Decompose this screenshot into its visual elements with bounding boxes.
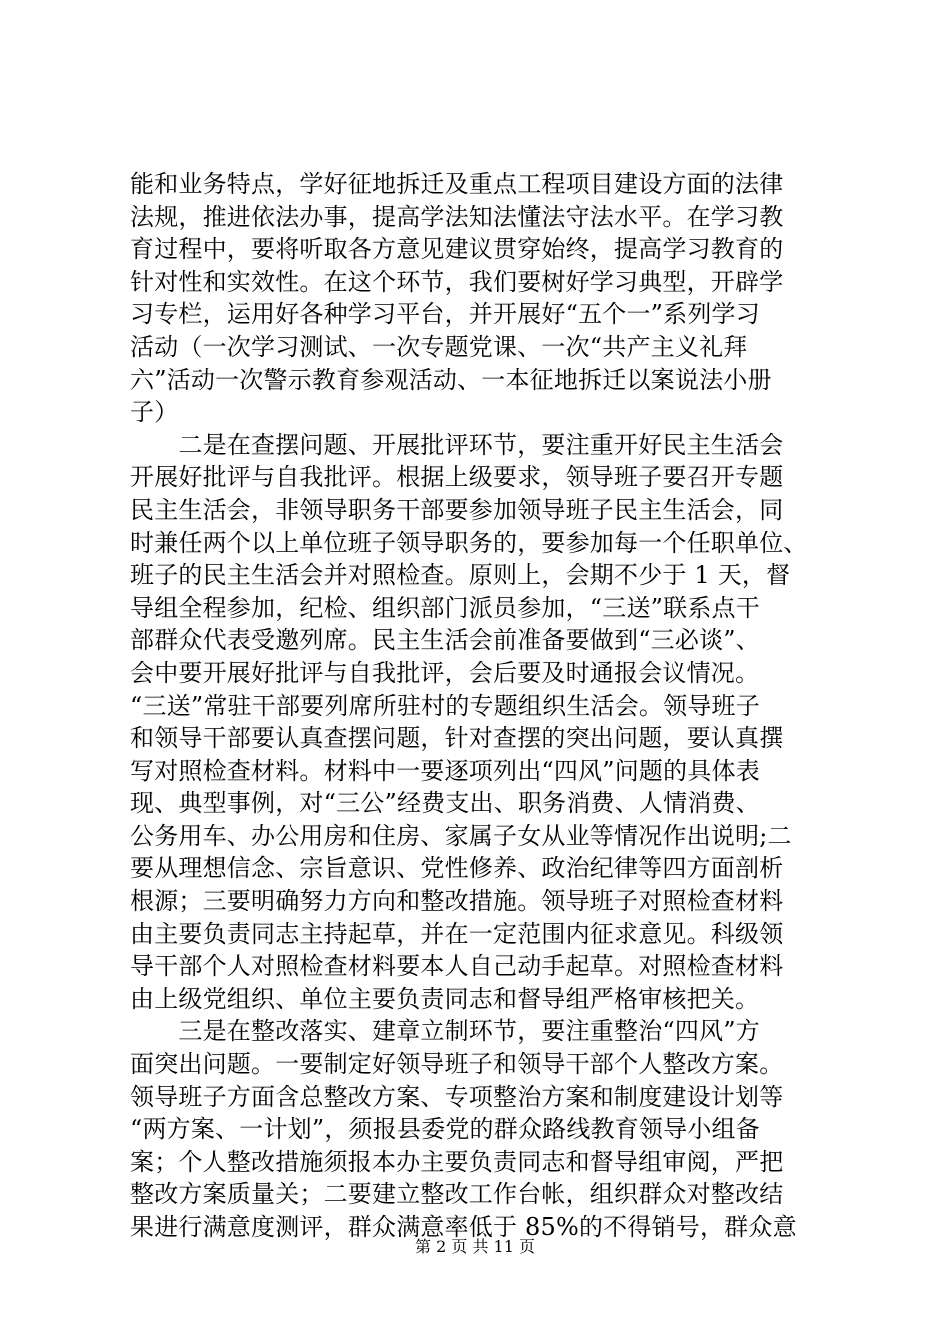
text-line: 法规，推进依法办事，提高学法知法懂法守法水平。在学习教 [130,202,784,231]
text-line: 根源；三要明确努力方向和整改措施。领导班子对照检查材料 [130,887,784,916]
text-line: 由上级党组织、单位主要负责同志和督导组严格审核把关。 [130,984,760,1013]
text-line: 能和业务特点，学好征地拆迁及重点工程项目建设方面的法律 [130,170,784,198]
page-footer: 第 2 页 共 11 页 [415,1237,535,1256]
paragraph-criticism [130,429,830,1016]
text-line: 和领导干部要认真查摆问题，针对查摆的突出问题，要认真撰 [130,724,784,753]
text-line: 活动（一次学习测试、一次专题党课、一次“共产主义礼拜 [130,332,748,361]
text-line: “两方案、一计划”，须报县委党的群众路线教育领导小组备 [130,1115,760,1144]
text-line: 六”活动一次警示教育参观活动、一本征地拆迁以案说法小册 [130,365,772,394]
text-line: 导组全程参加，纪检、组织部门派员参加，“三送”联系点干 [130,593,760,622]
text-line: 果进行满意度测评，群众满意率低于 85%的不得销号，群众意 [130,1213,797,1241]
text-line: 导干部个人对照检查材料要本人自己动手起草。对照检查材料 [130,952,784,981]
text-line: 时兼任两个以上单位班子领导职务的，要参加每一个任职单位、 [130,528,808,557]
paragraph-rectification [130,1015,830,1243]
text-line: 整改方案质量关；二要建立整改工作台帐，组织群众对整改结 [130,1180,784,1209]
text-line: “三送”常驻干部要列席所驻村的专题组织生活会。领导班子 [130,691,760,720]
text-line: 现、典型事例，对“三公”经费支出、职务消费、人情消费、 [130,789,760,818]
text-line: 子） [130,398,179,427]
text-line: 部群众代表受邀列席。民主生活会前准备要做到“三必谈”、 [130,626,760,655]
body-text [130,168,830,1244]
text-line: 领导班子方面含总整改方案、专项整治方案和制度建设计划等 [130,1082,784,1111]
paragraph-study-education [130,168,830,429]
text-line: 开展好批评与自我批评。根据上级要求，领导班子要召开专题 [130,463,784,492]
text-line: 由主要负责同志主持起草，并在一定范围内征求意见。科级领 [130,919,784,948]
text-line: 公务用车、办公用房和住房、家属子女从业等情况作出说明;二 [130,821,792,850]
text-line: 案；个人整改措施须报本办主要负责同志和督导组审阅，严把 [130,1147,784,1176]
text-line: 面突出问题。一要制定好领导班子和领导干部个人整改方案。 [130,1050,784,1079]
text-line: 习专栏，运用好各种学习平台，并开展好“五个一”系列学习 [130,300,760,329]
text-line: 要从理想信念、宗旨意识、党性修养、政治纪律等四方面剖析 [130,854,784,883]
text-line: 育过程中，要将听取各方意见建议贯穿始终，提高学习教育的 [130,235,784,264]
text-line: 班子的民主生活会并对照检查。原则上，会期不少于 1 天，督 [130,561,791,590]
text-line: 会中要开展好批评与自我批评，会后要及时通报会议情况。 [130,658,760,687]
text-line: 三是在整改落实、建章立制环节，要注重整治“四风”方 [130,1017,760,1046]
text-line: 民主生活会，非领导职务干部要参加领导班子民主生活会，同 [130,495,784,524]
text-line: 写对照检查材料。材料中一要逐项列出“四风”问题的具体表 [130,756,760,785]
text-line: 二是在查摆问题、开展批评环节，要注重开好民主生活会 [130,430,784,459]
text-line: 针对性和实效性。在这个环节，我们要树好学习典型，开辟学 [130,267,784,296]
